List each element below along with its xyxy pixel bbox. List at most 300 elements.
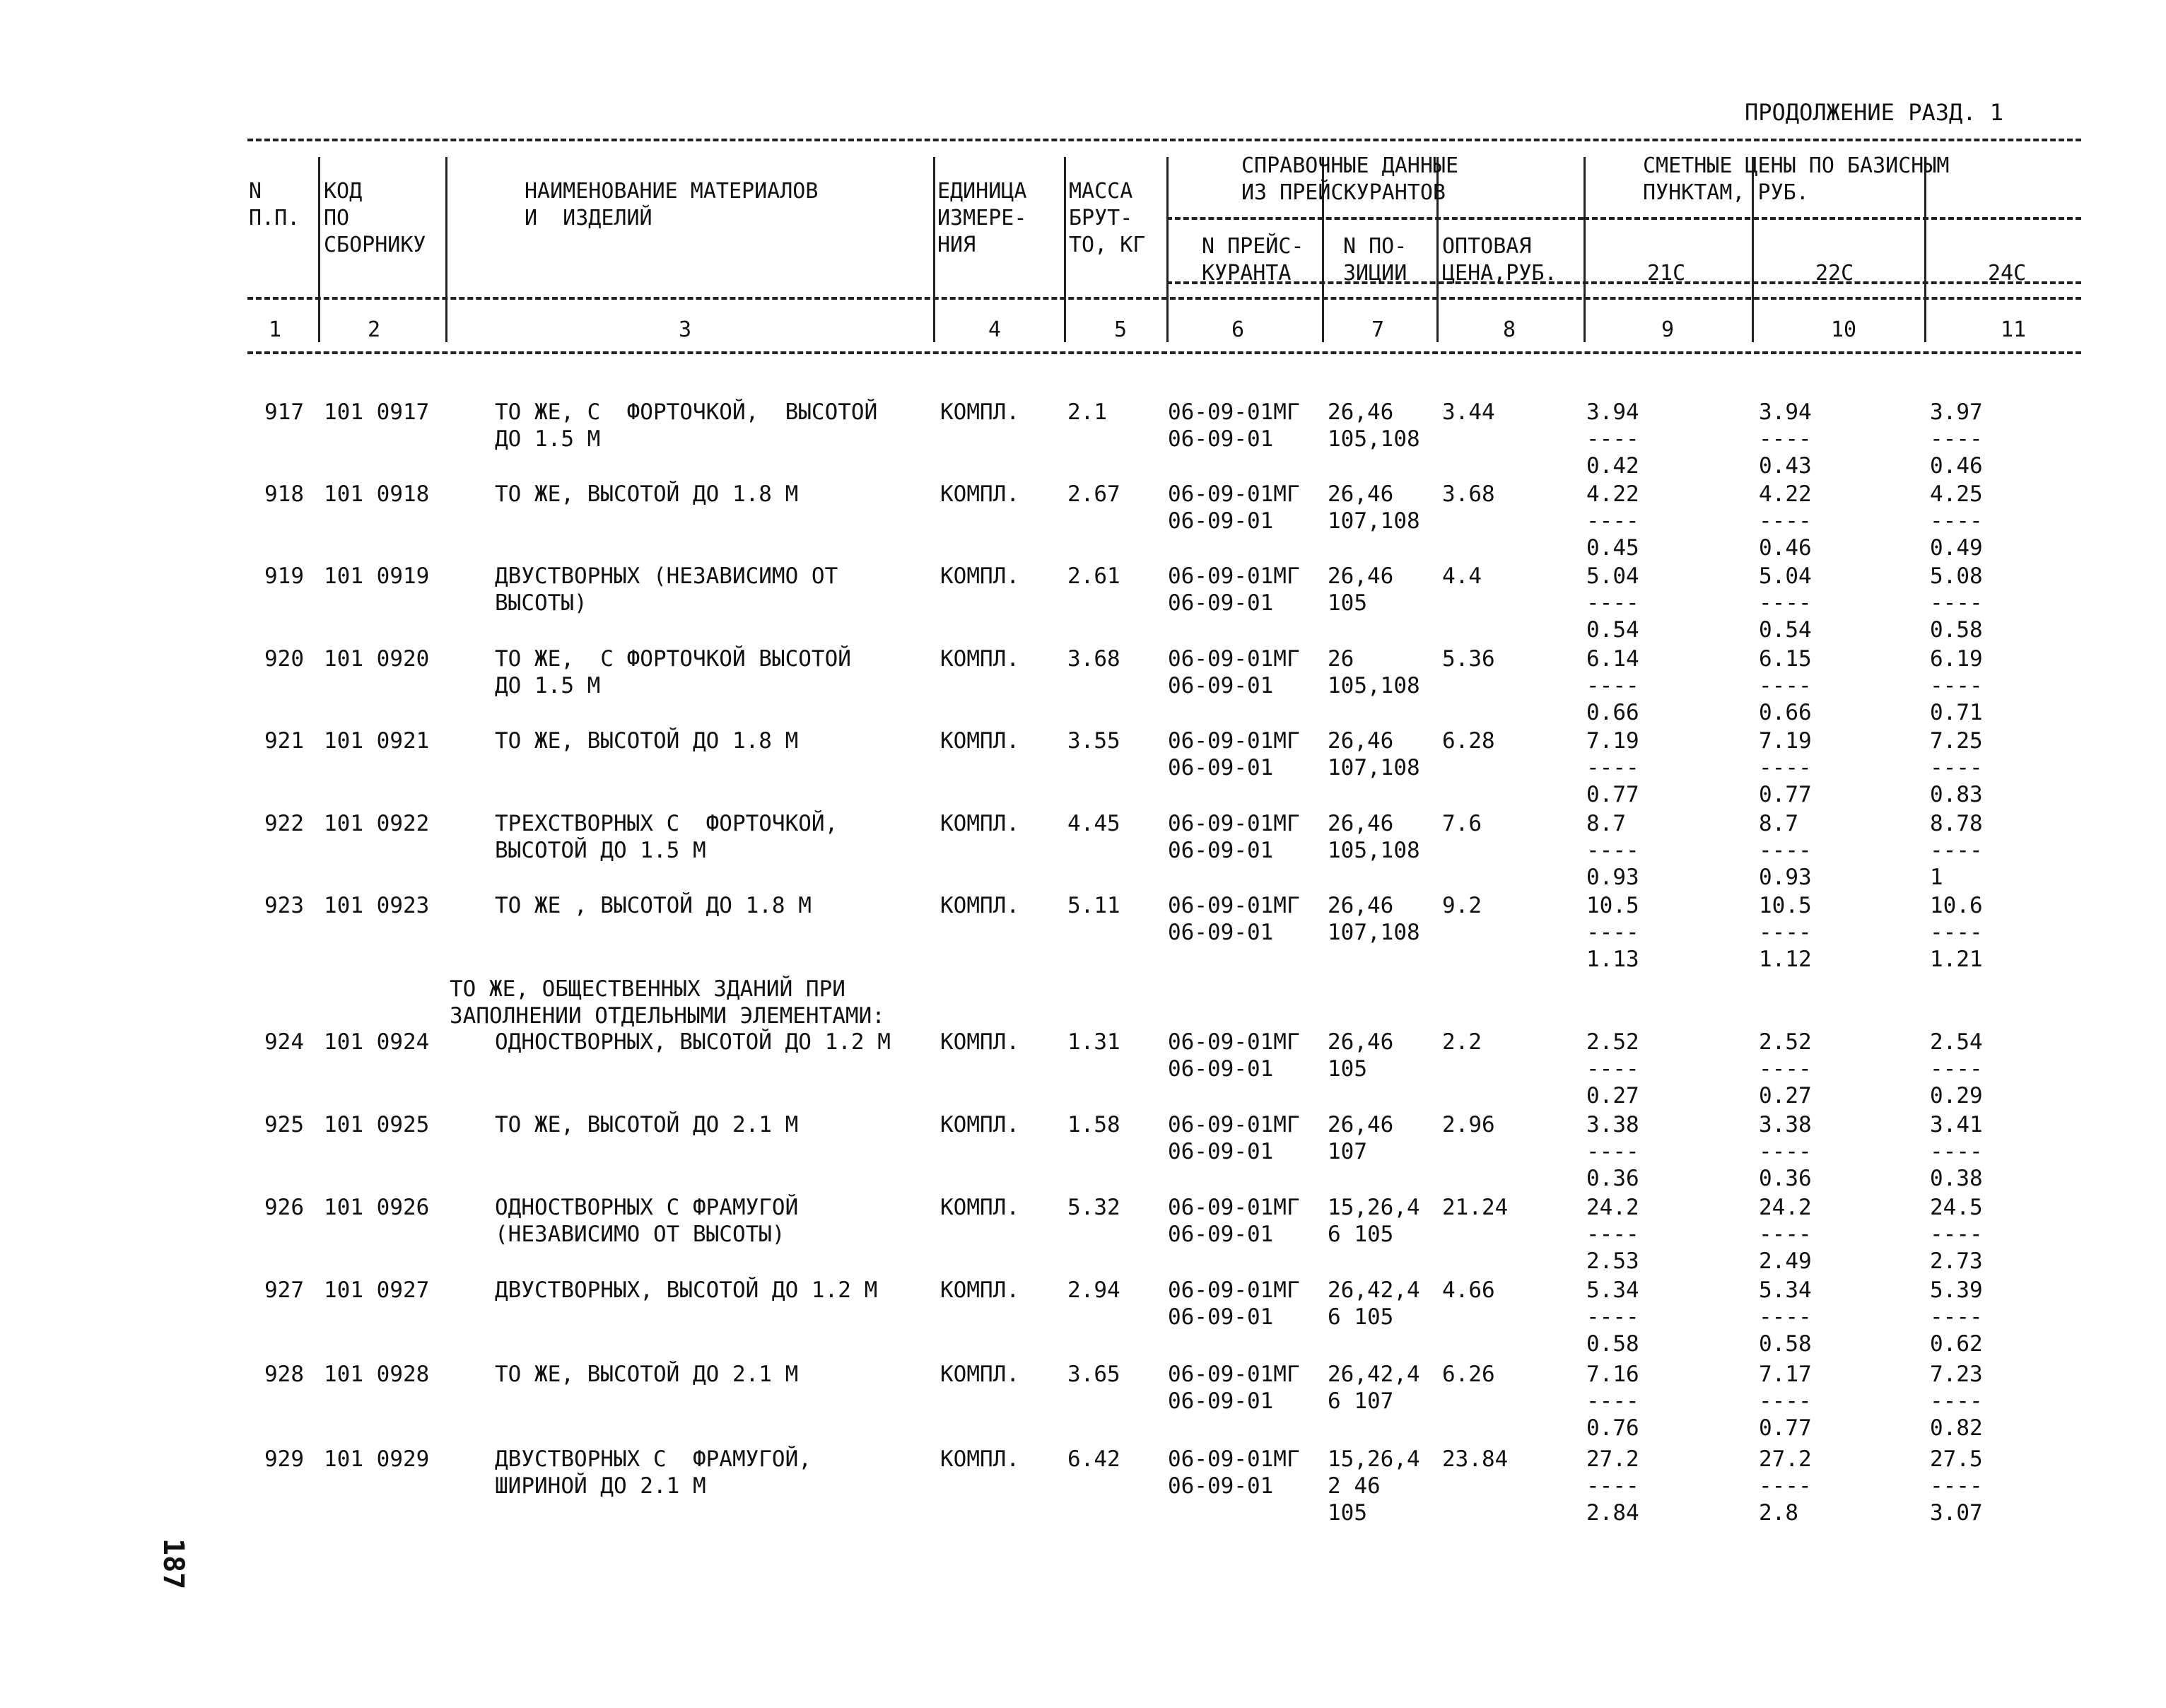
row-name: ДВУСТВОРНЫХ, ВЫСОТОЙ ДО 1.2 М	[495, 1277, 878, 1303]
row-position: 26,42,4	[1328, 1362, 1420, 1387]
row-number: 922	[264, 811, 304, 836]
fraction-bar: ----	[1930, 1388, 1983, 1414]
row-wholesale: 6.26	[1442, 1362, 1495, 1387]
fraction-bar: ----	[1586, 426, 1639, 452]
price-p21-denominator: 2.84	[1586, 1500, 1639, 1526]
header-col1: N	[249, 179, 262, 204]
fraction-bar: ----	[1586, 508, 1639, 534]
fraction-bar: ----	[1930, 838, 1983, 863]
column-separator	[1064, 157, 1066, 342]
price-p24-denominator: 0.29	[1930, 1083, 1983, 1109]
fraction-bar: ----	[1759, 1388, 1812, 1414]
price-p22-numerator: 6.15	[1759, 646, 1812, 672]
fraction-bar: ----	[1759, 838, 1812, 863]
row-wholesale: 4.66	[1442, 1277, 1495, 1303]
price-p22-denominator: 0.46	[1759, 535, 1812, 561]
rule-sub-0	[1166, 217, 1583, 220]
header-col3: НАИМЕНОВАНИЕ МАТЕРИАЛОВ	[525, 179, 819, 204]
price-p21-numerator: 27.2	[1586, 1446, 1639, 1472]
row-position: 26	[1328, 646, 1354, 672]
price-p24-denominator: 0.62	[1930, 1331, 1983, 1357]
header-col6: КУРАНТА	[1202, 261, 1292, 286]
row-code: 101 0926	[324, 1195, 430, 1220]
price-p21-numerator: 7.16	[1586, 1362, 1639, 1387]
price-p22-denominator: 2.8	[1759, 1500, 1798, 1526]
row-price-list: 06-09-01	[1168, 426, 1274, 452]
fraction-bar: ----	[1930, 1222, 1983, 1247]
row-price-list: 06-09-01МГ	[1168, 1362, 1300, 1387]
price-p22-denominator: 0.93	[1759, 865, 1812, 890]
row-unit: КОМПЛ.	[940, 1446, 1019, 1472]
fraction-bar: ----	[1759, 1473, 1812, 1499]
row-price-list: 06-09-01МГ	[1168, 646, 1300, 672]
row-mass: 2.94	[1067, 1277, 1120, 1303]
header-col6: N ПРЕЙС-	[1202, 234, 1304, 259]
price-p22-numerator: 7.17	[1759, 1362, 1812, 1387]
row-unit: КОМПЛ.	[940, 399, 1019, 425]
price-p21-denominator: 0.27	[1586, 1083, 1639, 1109]
row-code: 101 0924	[324, 1029, 430, 1055]
row-number: 918	[264, 481, 304, 507]
fraction-bar: ----	[1586, 1056, 1639, 1082]
row-price-list: 06-09-01МГ	[1168, 893, 1300, 918]
fraction-bar: ----	[1586, 1473, 1639, 1499]
price-p21-numerator: 2.52	[1586, 1029, 1639, 1055]
row-price-list: 06-09-01	[1168, 1139, 1274, 1164]
price-p22-numerator: 5.34	[1759, 1277, 1812, 1303]
header-col8: ОПТОВАЯ	[1442, 234, 1532, 259]
row-price-list: 06-09-01	[1168, 1304, 1274, 1330]
price-p21-denominator: 0.42	[1586, 453, 1639, 479]
price-p21-numerator: 7.19	[1586, 728, 1639, 754]
row-position: 26,46	[1328, 399, 1394, 425]
row-mass: 1.31	[1067, 1029, 1120, 1055]
row-position: 105	[1328, 1500, 1367, 1526]
column-number: 7	[1371, 317, 1385, 342]
price-p21-numerator: 5.04	[1586, 563, 1639, 589]
price-p21-numerator: 3.94	[1586, 399, 1639, 425]
price-p24-denominator: 3.07	[1930, 1500, 1983, 1526]
continuation-label: ПРОДОЛЖЕНИЕ РАЗД. 1	[1745, 99, 2004, 126]
header-col3: И ИЗДЕЛИЙ	[525, 206, 652, 230]
rule-sub-1	[1583, 217, 2081, 220]
row-wholesale: 3.44	[1442, 399, 1495, 425]
row-position: 26,46	[1328, 481, 1394, 507]
header-group_ref: СПРАВОЧНЫЕ ДАННЫЕ	[1241, 153, 1459, 178]
price-p24-denominator: 0.71	[1930, 700, 1983, 725]
column-separator	[1166, 157, 1169, 342]
header-col5: ТО, КГ	[1069, 233, 1146, 257]
price-p22-numerator: 4.22	[1759, 481, 1812, 507]
row-mass: 5.11	[1067, 893, 1120, 918]
price-p22-denominator: 0.66	[1759, 700, 1812, 725]
rule-top	[247, 139, 2081, 141]
price-p21-denominator: 0.58	[1586, 1331, 1639, 1357]
row-price-list: 06-09-01	[1168, 1222, 1274, 1247]
row-number: 927	[264, 1277, 304, 1303]
price-p21-numerator: 4.22	[1586, 481, 1639, 507]
header-col4: ИЗМЕРЕ-	[937, 206, 1027, 230]
fraction-bar: ----	[1586, 920, 1639, 945]
row-number: 919	[264, 563, 304, 589]
row-number: 924	[264, 1029, 304, 1055]
fraction-bar: ----	[1759, 1222, 1812, 1247]
price-p21-denominator: 1.13	[1586, 947, 1639, 972]
header-col7: N ПО-	[1343, 234, 1407, 259]
column-number: 3	[679, 317, 692, 342]
column-separator	[1583, 157, 1586, 342]
row-name: ШИРИНОЙ ДО 2.1 М	[495, 1473, 706, 1499]
price-p24-numerator: 5.08	[1930, 563, 1983, 589]
row-name: ДО 1.5 М	[495, 673, 601, 698]
rule-bottom	[247, 351, 2081, 354]
price-p22-denominator: 1.12	[1759, 947, 1812, 972]
row-name: (НЕЗАВИСИМО ОТ ВЫСОТЫ)	[495, 1222, 785, 1247]
column-number: 8	[1503, 317, 1516, 342]
row-mass: 3.55	[1067, 728, 1120, 754]
price-p21-numerator: 10.5	[1586, 893, 1639, 918]
row-position: 2 46	[1328, 1473, 1381, 1499]
header-col7: ЗИЦИИ	[1343, 261, 1407, 286]
row-mass: 4.45	[1067, 811, 1120, 836]
column-number: 11	[2001, 317, 2027, 342]
header-col8: ЦЕНА,РУБ.	[1442, 261, 1557, 286]
price-p22-numerator: 3.38	[1759, 1112, 1812, 1137]
row-mass: 3.65	[1067, 1362, 1120, 1387]
row-wholesale: 7.6	[1442, 811, 1482, 836]
row-price-list: 06-09-01	[1168, 1056, 1274, 1082]
rule-sub-2	[1166, 281, 2081, 284]
column-number: 4	[988, 317, 1002, 342]
row-mass: 5.32	[1067, 1195, 1120, 1220]
row-number: 929	[264, 1446, 304, 1472]
row-position: 26,46	[1328, 811, 1394, 836]
row-name: ТО ЖЕ, ВЫСОТОЙ ДО 1.8 М	[495, 728, 799, 754]
price-p24-numerator: 7.25	[1930, 728, 1983, 754]
row-price-list: 06-09-01	[1168, 755, 1274, 780]
price-p21-denominator: 0.36	[1586, 1166, 1639, 1191]
row-name: ТО ЖЕ, ВЫСОТОЙ ДО 1.8 М	[495, 481, 799, 507]
row-price-list: 06-09-01МГ	[1168, 563, 1300, 589]
row-unit: КОМПЛ.	[940, 1029, 1019, 1055]
row-price-list: 06-09-01	[1168, 590, 1274, 616]
price-p22-denominator: 2.49	[1759, 1248, 1812, 1274]
price-p24-numerator: 5.39	[1930, 1277, 1983, 1303]
fraction-bar: ----	[1759, 590, 1812, 616]
row-code: 101 0917	[324, 399, 430, 425]
price-p22-numerator: 10.5	[1759, 893, 1812, 918]
row-position: 15,26,4	[1328, 1446, 1420, 1472]
row-wholesale: 6.28	[1442, 728, 1495, 754]
row-position: 26,46	[1328, 1112, 1394, 1137]
price-p22-numerator: 24.2	[1759, 1195, 1812, 1220]
row-name: ТО ЖЕ , ВЫСОТОЙ ДО 1.8 М	[495, 893, 812, 918]
header-col9: 21С	[1647, 261, 1686, 286]
header-col5: МАССА	[1069, 179, 1133, 204]
price-p24-numerator: 3.97	[1930, 399, 1983, 425]
row-wholesale: 3.68	[1442, 481, 1495, 507]
price-p22-denominator: 0.27	[1759, 1083, 1812, 1109]
row-position: 107	[1328, 1139, 1367, 1164]
row-number: 923	[264, 893, 304, 918]
price-p21-denominator: 2.53	[1586, 1248, 1639, 1274]
row-wholesale: 2.96	[1442, 1112, 1495, 1137]
row-price-list: 06-09-01МГ	[1168, 481, 1300, 507]
row-code: 101 0918	[324, 481, 430, 507]
price-p24-denominator: 0.49	[1930, 535, 1983, 561]
fraction-bar: ----	[1586, 590, 1639, 616]
fraction-bar: ----	[1930, 590, 1983, 616]
price-p24-denominator: 2.73	[1930, 1248, 1983, 1274]
row-unit: КОМПЛ.	[940, 1195, 1019, 1220]
fraction-bar: ----	[1930, 920, 1983, 945]
rule-mid	[247, 297, 2081, 300]
price-p22-denominator: 0.43	[1759, 453, 1812, 479]
row-price-list: 06-09-01	[1168, 1388, 1274, 1414]
fraction-bar: ----	[1930, 673, 1983, 698]
header-group_prices: СМЕТНЫЕ ЦЕНЫ ПО БАЗИСНЫМ	[1643, 153, 1950, 178]
row-position: 15,26,4	[1328, 1195, 1420, 1220]
price-p24-denominator: 0.83	[1930, 782, 1983, 807]
row-position: 107,108	[1328, 920, 1420, 945]
price-p22-numerator: 8.7	[1759, 811, 1798, 836]
row-mass: 2.1	[1067, 399, 1107, 425]
price-p21-denominator: 0.54	[1586, 617, 1639, 643]
row-unit: КОМПЛ.	[940, 481, 1019, 507]
row-mass: 6.42	[1067, 1446, 1120, 1472]
price-p21-numerator: 3.38	[1586, 1112, 1639, 1137]
fraction-bar: ----	[1586, 1304, 1639, 1330]
row-unit: КОМПЛ.	[940, 1362, 1019, 1387]
column-separator	[445, 157, 447, 342]
header-col11: 24С	[1988, 261, 2027, 286]
row-price-list: 06-09-01МГ	[1168, 811, 1300, 836]
column-number: 2	[368, 317, 381, 342]
row-name: ТО ЖЕ, ВЫСОТОЙ ДО 2.1 М	[495, 1362, 799, 1387]
row-price-list: 06-09-01МГ	[1168, 1195, 1300, 1220]
row-price-list: 06-09-01	[1168, 1473, 1274, 1499]
column-separator	[933, 157, 935, 342]
column-number: 9	[1661, 317, 1675, 342]
price-p24-denominator: 1	[1930, 865, 1943, 890]
price-p24-numerator: 4.25	[1930, 481, 1983, 507]
row-name: ДО 1.5 М	[495, 426, 601, 452]
fraction-bar: ----	[1586, 1139, 1639, 1164]
price-p24-numerator: 3.41	[1930, 1112, 1983, 1137]
row-mass: 3.68	[1067, 646, 1120, 672]
column-separator	[318, 157, 320, 342]
fraction-bar: ----	[1586, 1222, 1639, 1247]
section-title: ЗАПОЛНЕНИИ ОТДЕЛЬНЫМИ ЭЛЕМЕНТАМИ:	[450, 1003, 885, 1029]
row-number: 921	[264, 728, 304, 754]
row-number: 917	[264, 399, 304, 425]
row-number: 928	[264, 1362, 304, 1387]
row-price-list: 06-09-01	[1168, 838, 1274, 863]
price-p22-denominator: 0.54	[1759, 617, 1812, 643]
row-position: 105,108	[1328, 838, 1420, 863]
page-number: 187	[157, 1538, 189, 1590]
price-p24-denominator: 0.58	[1930, 617, 1983, 643]
row-price-list: 06-09-01МГ	[1168, 728, 1300, 754]
fraction-bar: ----	[1930, 426, 1983, 452]
row-position: 26,42,4	[1328, 1277, 1420, 1303]
price-p24-numerator: 27.5	[1930, 1446, 1983, 1472]
price-p24-numerator: 8.78	[1930, 811, 1983, 836]
row-price-list: 06-09-01	[1168, 673, 1274, 698]
fraction-bar: ----	[1586, 755, 1639, 780]
fraction-bar: ----	[1930, 1304, 1983, 1330]
fraction-bar: ----	[1586, 838, 1639, 863]
price-p22-numerator: 2.52	[1759, 1029, 1812, 1055]
row-code: 101 0929	[324, 1446, 430, 1472]
fraction-bar: ----	[1759, 755, 1812, 780]
row-position: 105	[1328, 1056, 1367, 1082]
row-price-list: 06-09-01МГ	[1168, 1029, 1300, 1055]
row-mass: 1.58	[1067, 1112, 1120, 1137]
row-name: ОДНОСТВОРНЫХ С ФРАМУГОЙ	[495, 1195, 799, 1220]
row-name: ОДНОСТВОРНЫХ, ВЫСОТОЙ ДО 1.2 М	[495, 1029, 891, 1055]
column-separator	[1924, 157, 1926, 342]
header-col2: ПО	[324, 206, 350, 230]
header-col4: НИЯ	[937, 233, 976, 257]
row-position: 6 105	[1328, 1304, 1394, 1330]
row-unit: КОМПЛ.	[940, 811, 1019, 836]
fraction-bar: ----	[1759, 1304, 1812, 1330]
row-name: ТО ЖЕ, С ФОРТОЧКОЙ, ВЫСОТОЙ	[495, 399, 878, 425]
row-name: ДВУСТВОРНЫХ С ФРАМУГОЙ,	[495, 1446, 812, 1472]
fraction-bar: ----	[1586, 673, 1639, 698]
row-position: 26,46	[1328, 893, 1394, 918]
fraction-bar: ----	[1759, 673, 1812, 698]
row-code: 101 0928	[324, 1362, 430, 1387]
row-position: 105,108	[1328, 426, 1420, 452]
price-p21-numerator: 5.34	[1586, 1277, 1639, 1303]
price-p24-denominator: 0.38	[1930, 1166, 1983, 1191]
price-p22-denominator: 0.77	[1759, 1415, 1812, 1441]
row-position: 6 105	[1328, 1222, 1394, 1247]
header-col10: 22С	[1815, 261, 1854, 286]
row-wholesale: 5.36	[1442, 646, 1495, 672]
fraction-bar: ----	[1930, 1139, 1983, 1164]
price-p22-numerator: 27.2	[1759, 1446, 1812, 1472]
price-p24-numerator: 2.54	[1930, 1029, 1983, 1055]
price-p24-numerator: 6.19	[1930, 646, 1983, 672]
fraction-bar: ----	[1930, 1473, 1983, 1499]
price-p21-numerator: 8.7	[1586, 811, 1626, 836]
row-unit: КОМПЛ.	[940, 1112, 1019, 1137]
row-position: 107,108	[1328, 755, 1420, 780]
row-name: ВЫСОТЫ)	[495, 590, 587, 616]
section-title: ТО ЖЕ, ОБЩЕСТВЕННЫХ ЗДАНИЙ ПРИ	[450, 976, 845, 1002]
row-code: 101 0922	[324, 811, 430, 836]
row-code: 101 0920	[324, 646, 430, 672]
column-number: 10	[1831, 317, 1857, 342]
row-code: 101 0927	[324, 1277, 430, 1303]
price-p21-denominator: 0.93	[1586, 865, 1639, 890]
row-position: 105,108	[1328, 673, 1420, 698]
price-p22-denominator: 0.58	[1759, 1331, 1812, 1357]
fraction-bar: ----	[1930, 1056, 1983, 1082]
row-code: 101 0923	[324, 893, 430, 918]
row-price-list: 06-09-01МГ	[1168, 1446, 1300, 1472]
row-unit: КОМПЛ.	[940, 563, 1019, 589]
row-number: 920	[264, 646, 304, 672]
row-code: 101 0925	[324, 1112, 430, 1137]
row-price-list: 06-09-01МГ	[1168, 1277, 1300, 1303]
price-p24-denominator: 0.46	[1930, 453, 1983, 479]
fraction-bar: ----	[1759, 920, 1812, 945]
fraction-bar: ----	[1759, 508, 1812, 534]
row-price-list: 06-09-01	[1168, 920, 1274, 945]
row-code: 101 0919	[324, 563, 430, 589]
header-col4: ЕДИНИЦА	[937, 179, 1027, 204]
row-number: 926	[264, 1195, 304, 1220]
row-number: 925	[264, 1112, 304, 1137]
price-p21-denominator: 0.77	[1586, 782, 1639, 807]
row-wholesale: 9.2	[1442, 893, 1482, 918]
row-position: 105	[1328, 590, 1367, 616]
price-p24-denominator: 0.82	[1930, 1415, 1983, 1441]
price-p21-denominator: 0.66	[1586, 700, 1639, 725]
header-group_prices: ПУНКТАМ, РУБ.	[1643, 180, 1809, 205]
price-p21-numerator: 24.2	[1586, 1195, 1639, 1220]
row-price-list: 06-09-01МГ	[1168, 1112, 1300, 1137]
row-unit: КОМПЛ.	[940, 646, 1019, 672]
row-mass: 2.67	[1067, 481, 1120, 507]
row-position: 26,46	[1328, 563, 1394, 589]
row-code: 101 0921	[324, 728, 430, 754]
row-position: 26,46	[1328, 728, 1394, 754]
row-wholesale: 4.4	[1442, 563, 1482, 589]
header-col2: КОД	[324, 179, 363, 204]
row-unit: КОМПЛ.	[940, 893, 1019, 918]
fraction-bar: ----	[1759, 1139, 1812, 1164]
header-col5: БРУТ-	[1069, 206, 1133, 230]
row-name: ТО ЖЕ, ВЫСОТОЙ ДО 2.1 М	[495, 1112, 799, 1137]
column-number: 1	[269, 317, 282, 342]
row-mass: 2.61	[1067, 563, 1120, 589]
row-name: ТО ЖЕ, С ФОРТОЧКОЙ ВЫСОТОЙ	[495, 646, 851, 672]
price-p24-numerator: 7.23	[1930, 1362, 1983, 1387]
fraction-bar: ----	[1930, 508, 1983, 534]
header-col1: П.П.	[249, 206, 300, 230]
row-name: ДВУСТВОРНЫХ (НЕЗАВИСИМО ОТ	[495, 563, 838, 589]
row-price-list: 06-09-01МГ	[1168, 399, 1300, 425]
row-position: 26,46	[1328, 1029, 1394, 1055]
row-position: 6 107	[1328, 1388, 1394, 1414]
price-p22-denominator: 0.36	[1759, 1166, 1812, 1191]
price-p22-numerator: 5.04	[1759, 563, 1812, 589]
header-col2: СБОРНИКУ	[324, 233, 426, 257]
price-p22-denominator: 0.77	[1759, 782, 1812, 807]
row-wholesale: 21.24	[1442, 1195, 1509, 1220]
price-p21-numerator: 6.14	[1586, 646, 1639, 672]
price-p22-numerator: 7.19	[1759, 728, 1812, 754]
header-group_ref: ИЗ ПРЕЙСКУРАНТОВ	[1241, 180, 1446, 205]
row-price-list: 06-09-01	[1168, 508, 1274, 534]
price-p24-denominator: 1.21	[1930, 947, 1983, 972]
column-number: 5	[1114, 317, 1128, 342]
row-name: ВЫСОТОЙ ДО 1.5 М	[495, 838, 706, 863]
price-p21-denominator: 0.76	[1586, 1415, 1639, 1441]
price-p24-numerator: 10.6	[1930, 893, 1983, 918]
price-p22-numerator: 3.94	[1759, 399, 1812, 425]
fraction-bar: ----	[1759, 426, 1812, 452]
row-unit: КОМПЛ.	[940, 728, 1019, 754]
fraction-bar: ----	[1930, 755, 1983, 780]
row-position: 107,108	[1328, 508, 1420, 534]
row-unit: КОМПЛ.	[940, 1277, 1019, 1303]
